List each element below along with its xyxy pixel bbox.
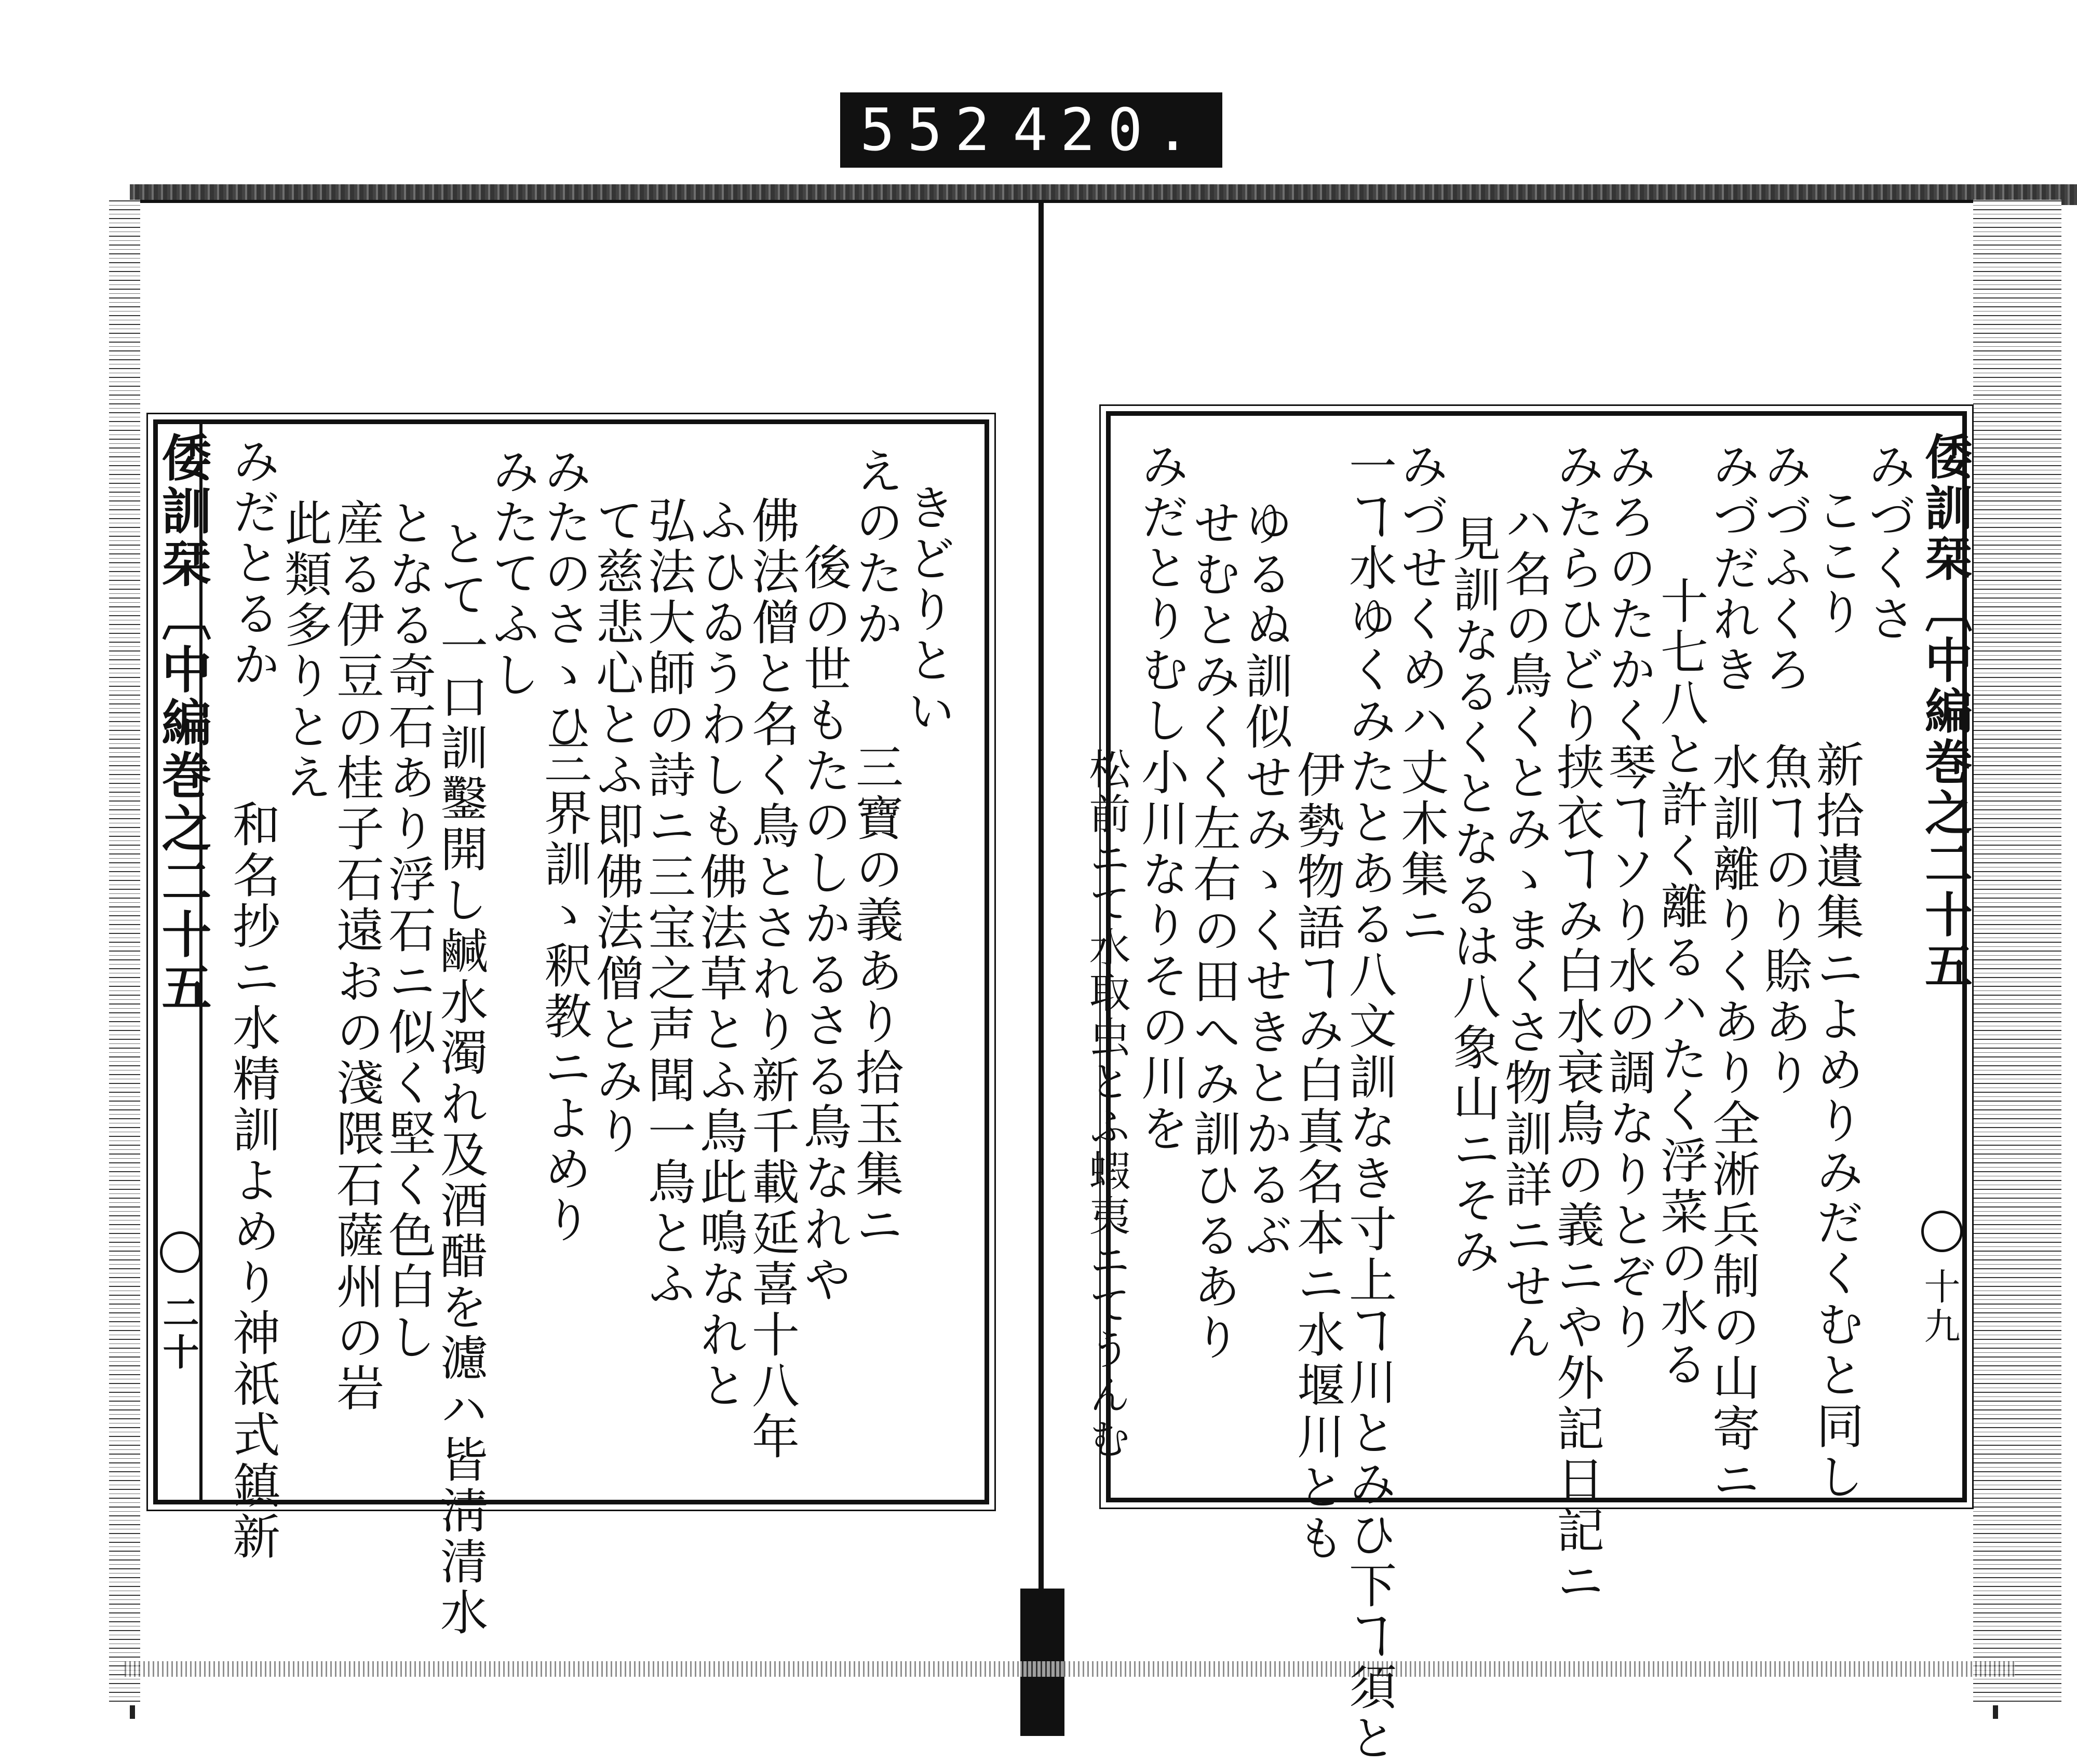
left-gutter-title: 倭訓栞〔中編巻之二十五: [154, 432, 212, 1014]
left-col-8: みたのさゝひ: [536, 446, 592, 752]
right-col-2: ここり: [1809, 485, 1864, 638]
right-phrase-5: 挟衣ヿみ白水衰鳥の義ニや外記日記ニ: [1549, 742, 1604, 1607]
left-col-12: となる奇石あり浮石ニ似く堅く色白し: [381, 498, 436, 1363]
left-col-11: とて一口訓鑿開し鹹水濁れ及酒醋を濾ハ皆淸清水: [433, 519, 488, 1638]
left-col-7: て慈悲心とふ即佛法僧とみり: [588, 496, 644, 1157]
right-phrase-3: 水訓離りくあり全淅兵制の山寄ニ: [1705, 742, 1760, 1505]
right-col-7: みたらひどり: [1549, 441, 1604, 747]
right-col-5: 十七八と許く離るハたく浮菜の水る: [1653, 576, 1708, 1390]
left-phrase-1: 三寶の義あり拾玉集ニ: [848, 742, 903, 1251]
right-col-9: 見訓なるくとなるは八象山ニそみ: [1445, 514, 1501, 1277]
left-col-9: 三界訓ゝ釈教ニよめり: [536, 737, 592, 1246]
left-col-14: 此類多りとえ: [277, 498, 332, 804]
right-phrase-1: 新拾遺集ニよめりみだくむと同し: [1809, 740, 1864, 1503]
right-col-11: 一ヿ水ゆくみたとある八文訓なき寸上ヿ川とみひ下ヿ須と: [1341, 441, 1397, 1764]
left-col-16: 和名抄ニ水精訓よめり神祇式鎮新: [225, 799, 280, 1563]
right-folio-circle: [1921, 1211, 1963, 1252]
right-folio: 十九: [1918, 1268, 1961, 1347]
frame-label: [840, 92, 1222, 168]
left-page-edge: [109, 200, 140, 1705]
left-folio: 二十: [157, 1294, 200, 1373]
right-phrase-9: 松前ニて水取虫とふ蝦夷ニてうんむ: [1082, 748, 1130, 1462]
right-col-4: みづだれき: [1705, 441, 1760, 696]
right-phrase-7: 伊勢物語ヿみ白真名本ニ水堰川とも: [1289, 750, 1345, 1564]
left-folio-circle: [160, 1231, 201, 1273]
right-phrase-6: 丈木集ニ: [1393, 748, 1449, 951]
right-col-10: みづせくめハ: [1393, 441, 1449, 747]
left-col-1: きどりとい: [900, 483, 955, 737]
right-gutter-title: 倭訓栞〔中編巻之二十五: [1917, 432, 1973, 992]
right-col-3: みづふくろ: [1757, 441, 1812, 696]
right-col-14: みだとりむし: [1134, 441, 1189, 747]
right-gutter: [1917, 203, 1973, 1501]
left-col-15: みだとるか: [225, 436, 280, 690]
left-col-3: 後の世もたのしかるさる鳥なれや: [796, 542, 852, 1306]
left-col-2: えのたか: [848, 446, 903, 650]
left-col-4: 佛法僧と名く鳥とされり新千載延喜十八年: [744, 496, 800, 1462]
right-col-8: ハ名の鳥くとみゝまくさ物訓詳ニせん: [1497, 498, 1553, 1363]
book-spine: [1038, 200, 1044, 1705]
right-col-12: ゆるぬ訓似せみゝくせきとかるぶ: [1237, 498, 1293, 1261]
left-col-5: ふひゐうわしも佛法草とふ鳥此鳴なれと: [692, 496, 748, 1412]
right-phrase-4: 琴ヿソり水の調なりとぞり: [1601, 742, 1656, 1353]
right-col-13: せむとみくく左右の田へみ訓ひるあり: [1185, 498, 1241, 1363]
right-phrase-8: 小川なりその川を: [1134, 748, 1189, 1155]
right-col-1: みづくさ: [1860, 441, 1916, 645]
left-col-10: みたてふし: [484, 446, 540, 701]
right-col-6: みろのたかく: [1601, 441, 1656, 747]
left-gutter: [154, 422, 212, 1501]
left-col-6: 弘法大師の詩ニ三宝之声聞一鳥とふ: [640, 496, 696, 1310]
right-page-edge: [1973, 200, 2061, 1705]
frame-number-left: 552: [860, 96, 1003, 164]
left-col-13: 産る伊豆の桂子石遠おの淺隈石薩州の岩: [329, 498, 384, 1414]
book-bottom-edge: [125, 1661, 2015, 1677]
right-phrase-2: 魚ヿのり賒あり: [1757, 742, 1812, 1098]
frame-number-right: 420.: [1013, 96, 1203, 164]
